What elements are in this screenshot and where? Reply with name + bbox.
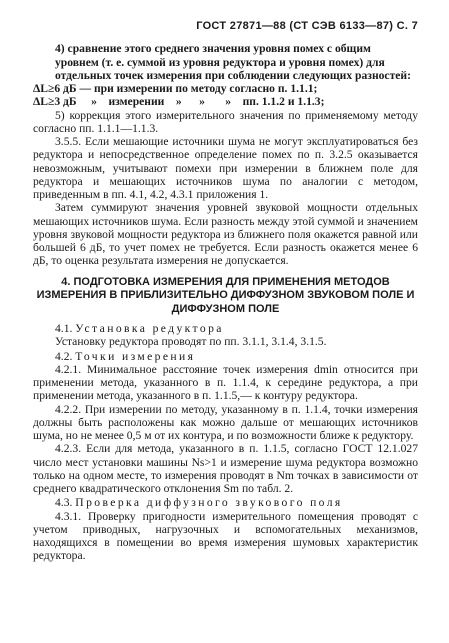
page-header: ГОСТ 27871—88 (СТ СЭВ 6133—87) С. 7: [196, 20, 418, 32]
section-4-title: 4. ПОДГОТОВКА ИЗМЕРЕНИЯ ДЛЯ ПРИМЕНЕНИЯ МЕТОДОВ ИЗМЕРЕНИЯ В ПРИБЛИЗИТЕЛЬНО ДИФФУЗНОМ ЗВУКОВОМ ПОЛЕ И ДИФФУЗНОМ ПОЛЕ: [36, 275, 415, 315]
subsection-4-3-heading: [33, 496, 418, 509]
paragraph-3-5-5: 3.5.5. Если мешающие источники шума не могут эксплуатироваться без редуктора и непосредственное определение помех по п. 3.2.5 оказывается невозможным, учитывают помехи при измерении в ближнем поле для редуктора и мешающих источников шума по аналогии с методом, приведенным в пп. 4.1, 4.2, 4.3.1 приложения 1.: [33, 135, 418, 201]
condition-line-2: ΔL≥3 дБ » измерении » » » пп. 1.1.2 и 1.1.3;: [33, 95, 325, 109]
condition-line-1: ΔL≥6 дБ — при измерении по методу согласно п. 1.1.1;: [33, 82, 318, 95]
subsection-number: 4.1.: [55, 322, 73, 335]
subsection-title: Точки измерения: [75, 349, 196, 363]
paragraph-4-2-1: 4.2.1. Минимальное расстояние точек измерения dmin относится при применении метода, указанного в п. 1.1.4, к середине редуктора, а при применении метода, указанного в п. 1.1.5,— к контуру редуктора.: [33, 362, 418, 403]
subsection-title: Проверка диффузного звукового поля: [75, 496, 343, 510]
paragraph-4-3-1: 4.3.1. Проверку пригодности измерительного помещения проводят с учетом приводных, нагрузочных и вспомогательных механизмов, находящихся в помещении во время измерения шумовых характеристик редуктора.: [33, 509, 418, 563]
subsection-number: 4.3.: [55, 496, 73, 510]
paragraph-4-line: уровнем (т. е. суммой из уровня редуктора и уровня помех) для: [55, 55, 385, 69]
subsection-4-1-heading: [33, 322, 418, 335]
paragraph-4-1: Установку редуктора проводят по пп. 3.1.1, 3.1.4, 3.1.5.: [55, 335, 327, 349]
paragraph-sum: Затем суммируют значения уровней звуковой мощности отдельных мешающих источников шума. Если разность между этой суммой и значением уровня звуковой мощности редуктора из ближнего поля окажется равной или большей 6 дБ, то учет помех не требуется. Если разность окажется менее 6 дБ, то оценка результата измерения не допускается.: [33, 201, 418, 268]
paragraph-4-2-3: 4.2.3. Если для метода, указанного в п. 1.1.5, согласно ГОСТ 12.1.027 число мест установки машины Ns>1 и измерение шума редуктора возможно только на одном месте, то измерения проводят в Nm точках в зависимости от среднего квадратического отклонения Sm по табл. 2.: [33, 442, 418, 495]
paragraph-5: 5) коррекция этого измерительного значения по применяемому методу согласно пп. 1.1.1—1.1.3.: [33, 108, 418, 135]
subsection-4-2-heading: [33, 350, 418, 363]
paragraph-4: [33, 42, 418, 82]
subsection-title: Установка редуктора: [75, 322, 224, 335]
paragraph-4-2-2: 4.2.2. При измерении по методу, указанному в п. 1.1.4, точки измерения должны быть расположены как можно дальше от мешающих источников шума, но не менее 0,5 м от их контура, и по возможности ближе к редуктору.: [33, 402, 418, 442]
paragraph-4-line: 4) сравнение этого среднего значения уровня помех с общим: [55, 42, 371, 56]
subsection-number: 4.2.: [55, 349, 73, 363]
paragraph-4-line: отдельных точек измерения при соблюдении следующих разностей:: [55, 68, 411, 82]
